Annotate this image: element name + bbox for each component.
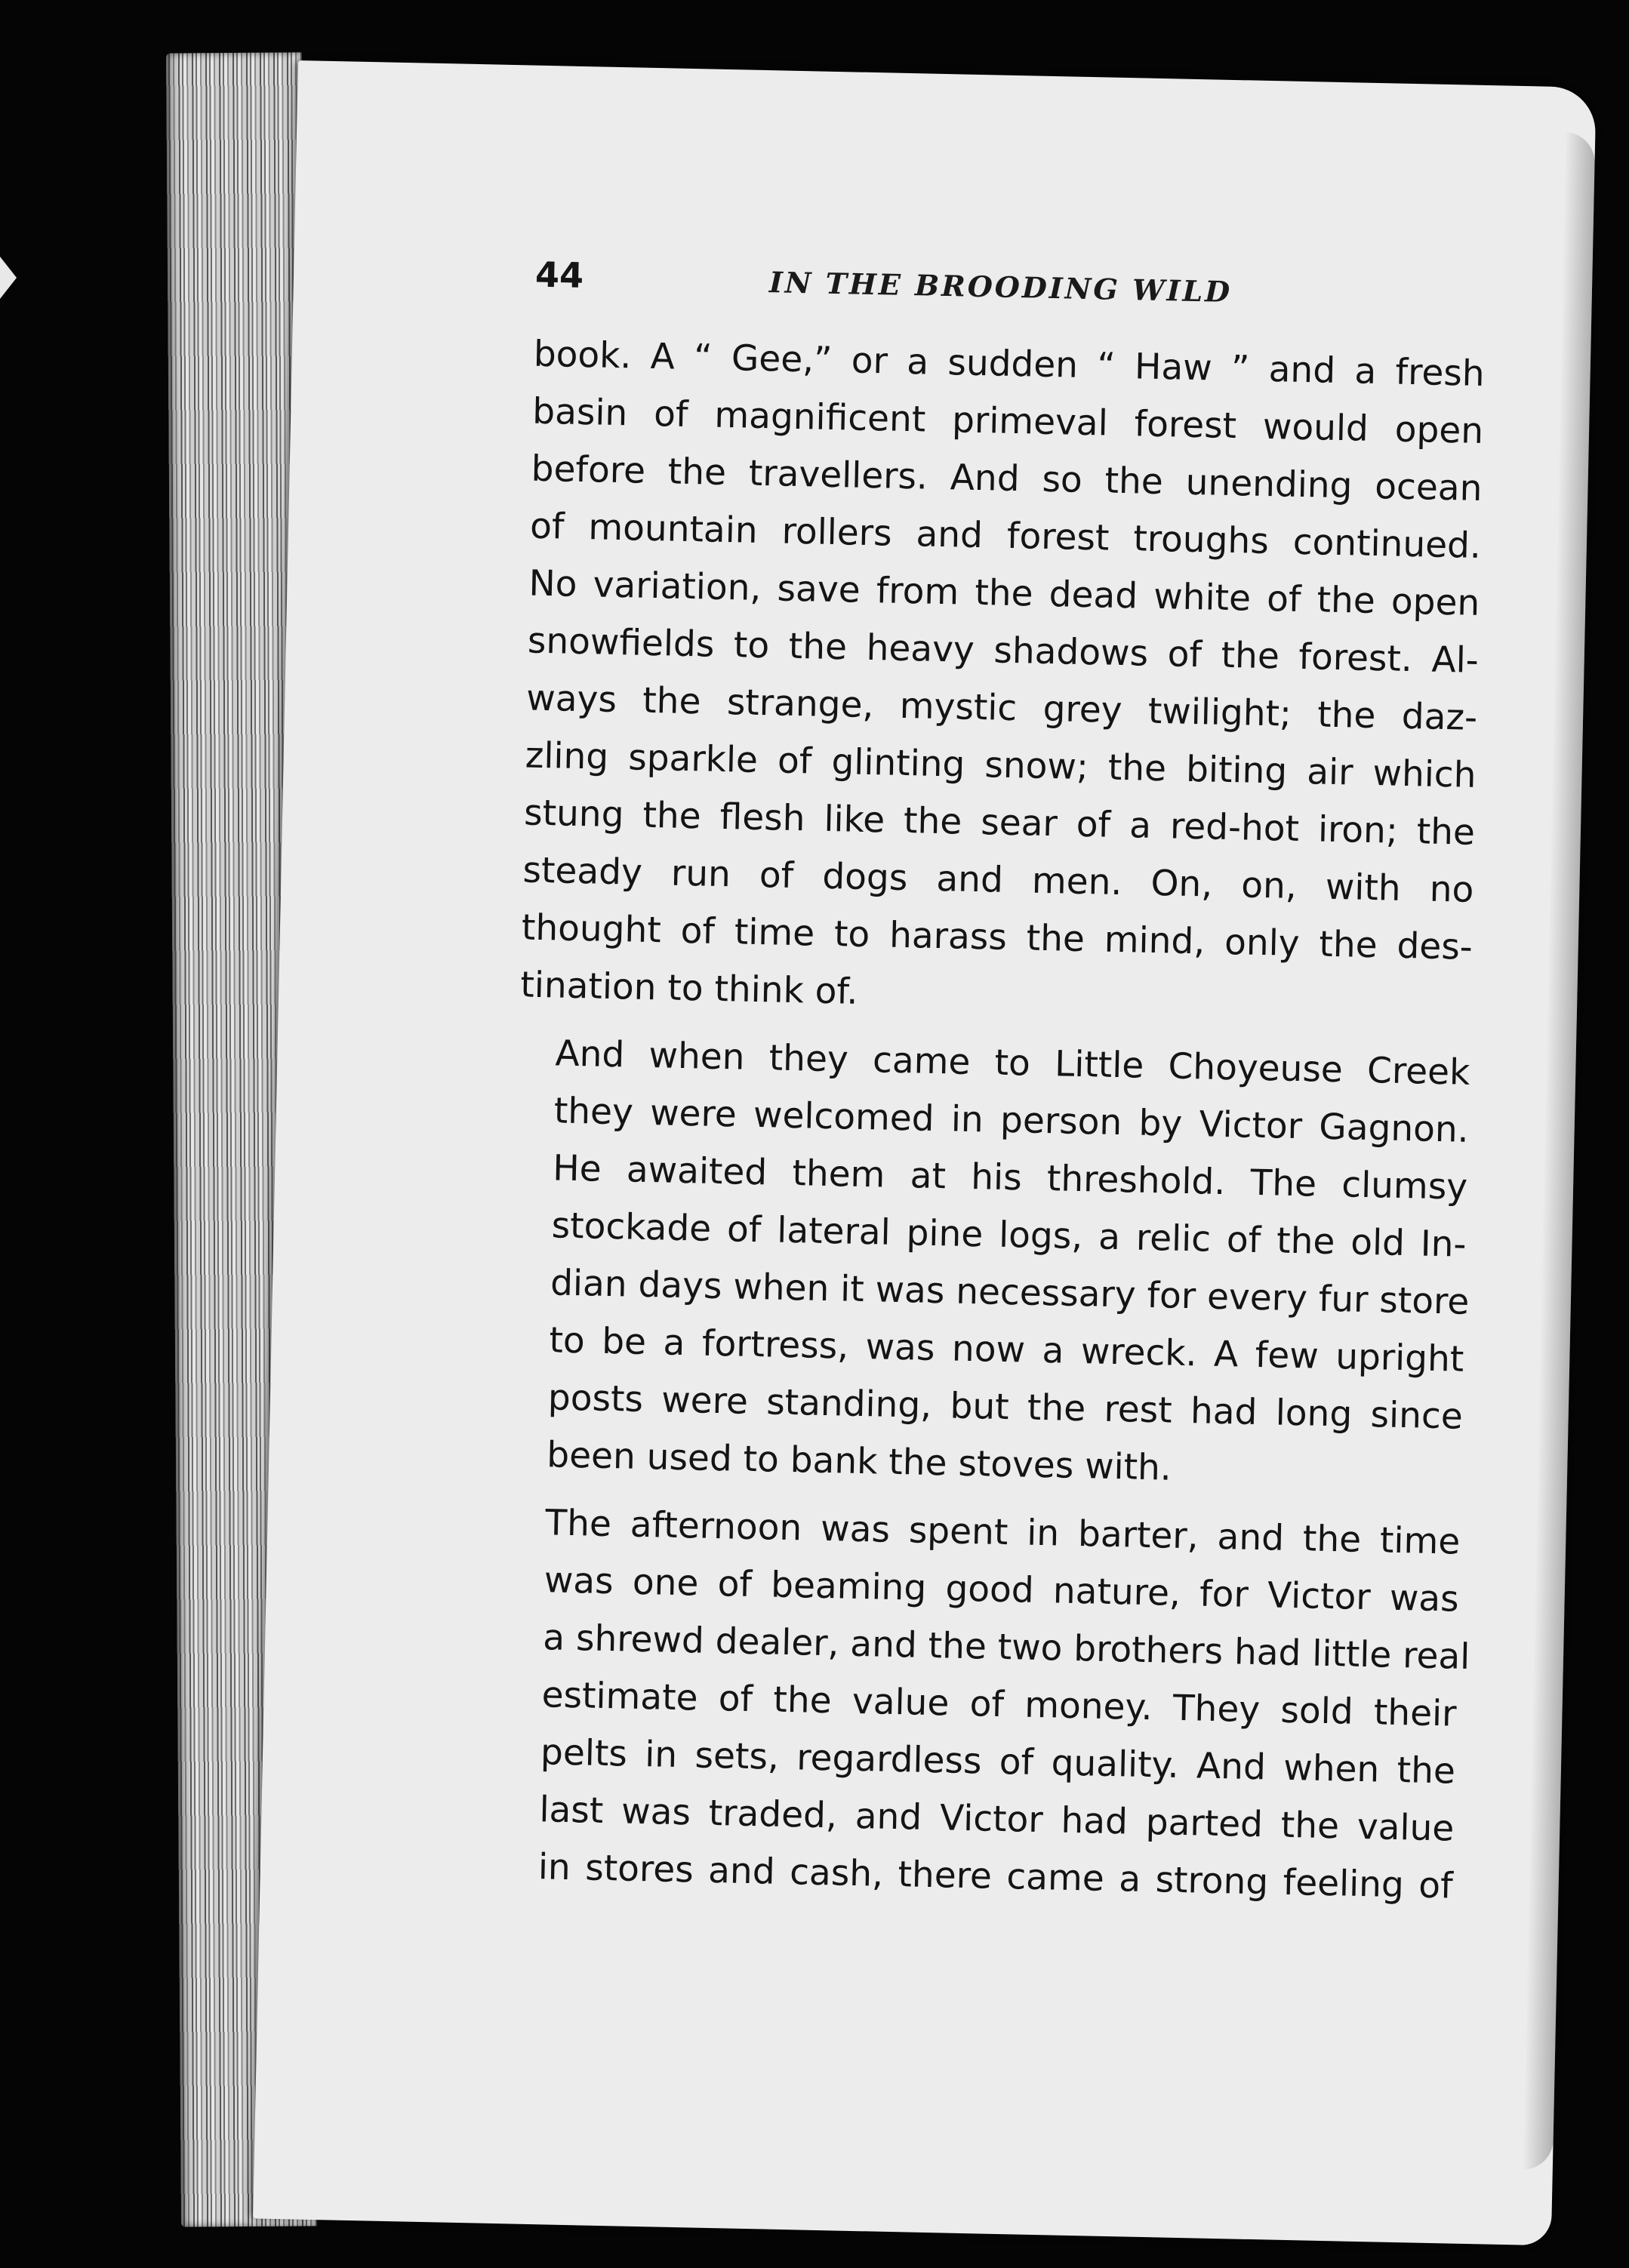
- paragraph-1: [520, 326, 1486, 1034]
- text-line: steady run of dogs and men. On, on, with no: [522, 849, 1474, 911]
- text-line: pelts in sets, regardless of quality. And when the: [540, 1731, 1456, 1793]
- text-line: basin of magnificent primeval forest would open: [531, 390, 1484, 452]
- text-line: last was traded, and Victor had parted the value: [538, 1789, 1455, 1850]
- text-line: snowfields to the heavy shadows of the forest. Al-: [527, 620, 1480, 682]
- text-line: stockade of lateral pine logs, a relic of the old In-: [551, 1205, 1467, 1266]
- text-line: The afternoon was spent in barter, and the time: [544, 1502, 1461, 1563]
- body-text: [501, 326, 1485, 1916]
- scanner-edge-mark: [0, 257, 17, 299]
- page-header: [534, 254, 1298, 323]
- text-line: He awaited them at his threshold. The clumsy: [552, 1147, 1468, 1208]
- text-line: posts were standing, but the rest had long since: [547, 1377, 1464, 1438]
- text-line: book. A “ Gee,” or a sudden “ Haw ” and a fresh: [533, 333, 1486, 395]
- paragraph-2: [510, 1024, 1470, 1503]
- text-line: And when they came to Little Choyeuse Creek: [554, 1032, 1470, 1094]
- text-line: they were welcomed in person by Victor Gagnon.: [553, 1090, 1470, 1151]
- text-line: tination to think of.: [519, 964, 859, 1013]
- text-line: zling sparkle of glinting snow; the biting air which: [525, 734, 1477, 796]
- text-line: before the travellers. And so the unending ocean: [531, 448, 1483, 509]
- text-line: stung the flesh like the sear of a red-hot iron; the: [523, 792, 1476, 854]
- text-line: been used to bank the stoves with.: [546, 1434, 1172, 1489]
- text-line: to be a fortress, was now a wreck. A few upright: [548, 1319, 1464, 1380]
- text-line: estimate of the value of money. They sold their: [541, 1674, 1458, 1735]
- page-curl-shadow: [1523, 132, 1596, 2170]
- text-line: of mountain rollers and forest troughs continued.: [529, 505, 1482, 567]
- text-line: was one of beaming good nature, for Victor was: [544, 1559, 1460, 1620]
- running-title: IN THE BROODING WILD: [768, 265, 1233, 309]
- text-line: in stores and cash, there came a strong feeling of: [537, 1846, 1454, 1907]
- text-line: thought of time to harass the mind, only the des-: [521, 906, 1473, 968]
- text-line: ways the strange, mystic grey twilight; the daz-: [525, 677, 1478, 739]
- text-line: a shrewd dealer, and the two brothers had little real: [542, 1617, 1470, 1678]
- text-line: dian days when it was necessary for every fur store: [550, 1262, 1470, 1323]
- text-line: No variation, save from the dead white of the open: [528, 562, 1480, 624]
- book-page: [253, 60, 1597, 2245]
- paragraph-3: [501, 1494, 1470, 1915]
- page-number: 44: [534, 254, 584, 296]
